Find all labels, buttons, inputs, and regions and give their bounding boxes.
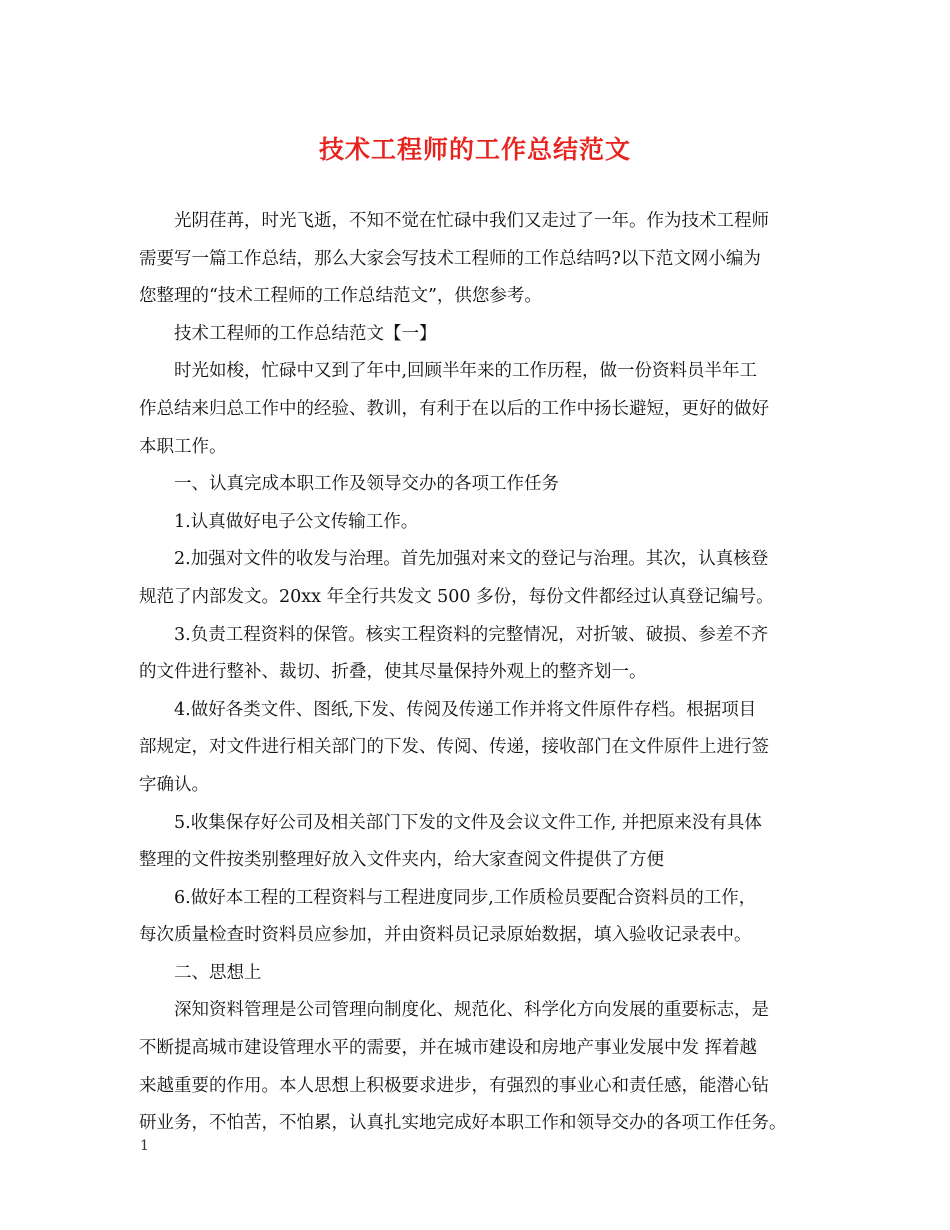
body-line: 5.收集保存好公司及相关部门下发的文件及会议文件工作, 并把原来没有具体 xyxy=(174,812,762,833)
body-line: 不断提高城市建设管理水平的需要，并在城市建设和房地产事业发展中发 挥着越 xyxy=(139,1038,758,1059)
body-line: 6.做好本工程的工程资料与工程进度同步,工作质检员要配合资料员的工作， xyxy=(174,887,757,908)
body-line: 4.做好各类文件、图纸,下发、传阅及传递工作并将文件原件存档。根据项目 xyxy=(174,699,757,720)
body-line: 二、思想上 xyxy=(174,962,262,983)
body-line: 需要写一篇工作总结，那么大家会写技术工程师的工作总结吗?以下范文网小编为 xyxy=(139,248,761,269)
body-line: 一、认真完成本职工作及领导交办的各项工作任务 xyxy=(174,474,559,495)
body-line: 来越重要的作用。本人思想上积极要求进步，有强烈的事业心和责任感，能潜心钻 xyxy=(139,1075,769,1096)
body-line: 整理的文件按类别整理好放入文件夹内，给大家查阅文件提供了方便 xyxy=(139,850,664,871)
body-line: 每次质量检查时资料员应参加，并由资料员记录原始数据，填入验收记录表中。 xyxy=(139,925,752,946)
body-line: 技术工程师的工作总结范文【一】 xyxy=(174,323,437,344)
body-line: 1.认真做好电子公文传输工作。 xyxy=(174,511,419,532)
body-line: 作总结来归总工作中的经验、教训，有利于在以后的工作中扬长避短，更好的做好 xyxy=(139,398,769,419)
body-line: 规范了内部发文。20xx 年全行共发文 500 多份，每份文件都经过认真登记编号。 xyxy=(139,586,774,607)
document-title: 技术工程师的工作总结范文 xyxy=(318,135,631,164)
document-body xyxy=(139,203,819,1143)
body-line: 2.加强对文件的收发与治理。首先加强对来文的登记与治理。其次，认真核登 xyxy=(174,549,769,570)
body-line: 时光如梭，忙碌中又到了年中,回顾半年来的工作历程，做一份资料员半年工 xyxy=(174,361,758,382)
body-line: 字确认。 xyxy=(139,774,209,795)
body-line: 部规定，对文件进行相关部门的下发、传阅、传递，接收部门在文件原件上进行签 xyxy=(139,737,769,758)
body-line: 3.负责工程资料的保管。核实工程资料的完整情况，对折皱、破损、参差不齐 xyxy=(174,624,769,645)
body-line: 光阴荏苒，时光飞逝，不知不觉在忙碌中我们又走过了一年。作为技术工程师 xyxy=(174,211,769,231)
body-line: 研业务，不怕苦，不怕累，认真扎实地完成好本职工作和领导交办的各项工作任务。 xyxy=(139,1113,787,1134)
body-line: 您整理的“技术工程师的工作总结范文”，供您参考。 xyxy=(139,286,542,307)
body-line: 深知资料管理是公司管理向制度化、规范化、科学化方向发展的重要标志，是 xyxy=(174,1000,769,1021)
body-line: 的文件进行整补、裁切、折叠，使其尽量保持外观上的整齐划一。 xyxy=(139,662,647,683)
body-line: 本职工作。 xyxy=(139,436,227,457)
page-number: 1 xyxy=(140,1138,149,1154)
